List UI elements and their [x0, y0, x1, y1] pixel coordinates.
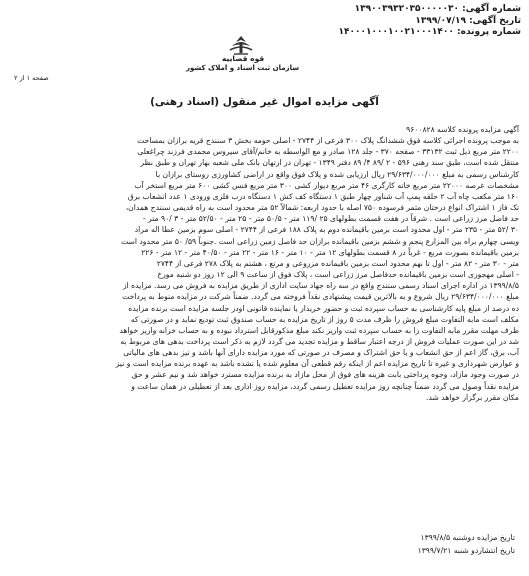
body-line: کارشناس رسمی به مبلغ ۲۹/۶۳۴/۰۰۰/۰۰۰ ریال ارزیابی شده و پلاک فوق واقع در اراضی کشاورزی روستای برازان با: [155, 169, 519, 179]
body-line: مکلف است مابه التفاوت مبلغ فروش را ظرف مدت ۵ روز از تاریخ مزایده به حساب صندوق ثبت تودیع نماید و در صورتی که: [130, 314, 519, 324]
body-line: ۳۰ /۵۲ متر - ۲۳۵ متر - اول محدود است برمین باقیمانده دوم به پلاک ۱۸۸ فرعی از ۲۷۴۴ - اصلی سوم بزمین عطا اله مراد: [134, 225, 519, 235]
body-line: ویسی چهارم براه بین المزارع پنجم و ششم بزمین باقیمانده برازان حد فاصل زمین زراعی است .جنوباً ۵۹/ ۵۰ متر محدود است: [121, 236, 519, 246]
body-line: ظرف مهلت مقرر مابه التفاوت را به حساب سپرده ثبت واریز نکند مبلغ مذکورقابل استرداد نبوده و به حساب خزانه واریز خواهد: [119, 325, 519, 335]
body-line: ۱۶۰ متر مکعب چاه آب ۲ حلقه پمپ آب شناور چهار طبق ۱ دستگاه کف کش ۱ دستگاه درب فلزی ورودی ۱ عدد انشعاب برق: [127, 191, 519, 201]
body-line: آب، برق، گاز اعم از حق انشعاب و یا حق اشتراک و مصرف در صورتی که مورد مزایده دارای آنها باشد و نیز بدهی های مالیاتی: [123, 348, 519, 358]
document-title: آگهی مزایده اموال غیر منقول (اسناد رهنی): [150, 96, 379, 108]
body-line: و عوارض شهرداری و غیره تا تاریخ مزایده اعم از اینکه رقم قطعی آن معلوم شده یا نشده باشد به عهده برنده مزایده است و نیز: [115, 359, 519, 369]
body-line: مزایده نقداً وصول می گردد ضمناً چنانچه روز مزایده تعطیل رسمی گردد، مزایده روز اداری بعد از تعطیلی در همان ساعت و: [131, 381, 519, 391]
body-line: مشخصات عرصه ۲۲۰۰۰ متر مربع خانه کارگری ۴۶ متر مربع دیوار کشی ۳۰۰ متر مربع فنس کشی ۶۰۰ متر مربع استخر آب: [134, 180, 519, 190]
ad-number: شماره آگهی: ۱۳۹۰۰۳۹۳۲۰۳۵۰۰۰۰۰۳۰: [354, 4, 521, 14]
organization-subtitle: سازمان ثبت اسناد و املاک کشور: [186, 64, 300, 72]
body-line: تک فاز ۱ اشتراک انواع درختان مثمر فرسوده ۷۵۰ اصله با حدود اربعه: شمالاً ۵۲ متر محدود است به راه قدیمی سنندج همدان،: [125, 203, 519, 213]
body-line: حد فاصل مرز زراعی است . شرقاً در هفت قسمت بطولهای ۲۵ /۱۱۹ متر - ۵۰/۵ متر - ۲۵ متر - ۵۲/۵۰ متر - ۳ /۹۰ متر -: [142, 214, 519, 224]
body-line: منتقل شده است، طبق سند رهنی ۵۹۶ - ۲ /۸۹ ۴/ ۸۹ دفتر ۱۳۴۹ - تهران در ارتهان بانک ملی شعبه بهار تهران و طبق نظر: [140, 158, 519, 168]
body-line: مبلغ ۲۹/۶۳۴/۰۰۰/۰۰۰ ریال شروع و به بالاترین قیمت پیشنهادی نقداً فروخته می گردد. ضمناً شرکت در مزایده منوط به پرداخت: [122, 292, 519, 302]
body-line: مکان مقرر برگزار خواهد شد.: [426, 392, 519, 402]
body-line: شد در این صورت عملیات فروش از درجه اعتبار ساقط و مزایده تجدید می گردد لازم به ذکر است پرداخت بدهی های مربوط به: [120, 336, 519, 346]
body-line: ۲۲۰۰ متر مربع ذیل ثبت ۳۳۱۳۲ - صفحه ۳۷۰ - جلد ۱۲۸ صادر و مع الواسطه به خانم/آقای سیروس محمدی فرزند چراغعلی: [137, 147, 519, 157]
body-line: ۱۳۹۹/۸/۵ در اداره اجرای اسناد رسمی سنندج واقع در سه راه جهاد سایت اداری از طریق مزایده به فروش می رسد. مزایده از: [122, 281, 519, 291]
body-line: آگهی مزایده پرونده کلاسه ۹۶۰۰۸۲۸: [406, 125, 519, 134]
header-block: [339, 4, 521, 39]
case-number: شماره پرونده: ۱۴۰۰۰۱۰۰۰۱۰۰۲۱۰۰۰۱۴۰۰: [338, 27, 521, 37]
auction-body: [10, 124, 519, 403]
page-number: صفحه ۱ از ۲: [14, 74, 49, 82]
body-line: در صورت وجود مازاد، وجوه پرداختی بابت هزینه های فوق از محل مازاد به برنده مزایده مسترد خواهد شد و نیم عشر و حق: [131, 370, 519, 380]
organization-name: قوه قضاییه: [222, 54, 265, 63]
body-line: متر - ۳۰ متر - ۸۲ متر - اول تا نهم محدود است بزمین باقیمانده مزروعی و مرتع ، هشتم به پلاک ۲۷۸ فرعی از ۲۷۴۴: [156, 258, 519, 268]
auction-date: تاریخ مزایده دوشنبه ۱۳۹۹/۸/۵: [420, 533, 515, 542]
body-line: به موجب پرونده اجرائی کلاسه فوق ششدانگ پلاک ۳۰۰ فرعی از ۲۷۴۴ - اصلی حومه بخش ۳ سنندج قریه برازان بمساحت: [137, 136, 519, 146]
body-line: ده درصد از مبلغ پایه کارشناسی به حساب سپرده ثبت و حضور خریدار یا نماینده قانونی اودر جلسه مزایده است برنده مزایده: [128, 303, 519, 313]
ad-date: تاریخ آگهی: ۱۳۹۹/۰۷/۱۹: [415, 15, 521, 26]
body-line: - اصلی مهجوری است بزمین باقیمانده حدفاصل مرز زراعی است ، پلاک فوق از ساعت ۹ الی ۱۲ روز دو شنبه مورخ: [157, 270, 519, 280]
publication-date: تاریخ انتشاردو شنبه ۱۳۹۹/۷/۲۱: [417, 546, 515, 555]
judiciary-emblem-icon: [226, 34, 256, 56]
body-line: بزمین باقیمانده بصورت مربع - غرباً در ۸ قسمت بطولهای ۱۲ متر - ۱۰ متر - ۱۶ متر - ۲۲ متر - ۴۰/۵۰ متر - ۱۲ متر - ۲۲۶: [141, 247, 519, 257]
